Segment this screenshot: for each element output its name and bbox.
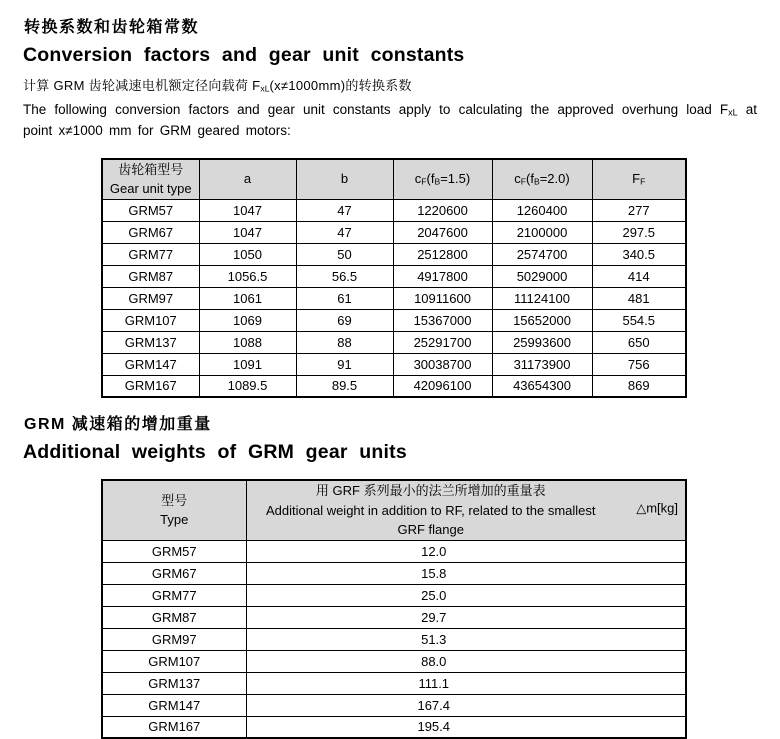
section-additional-weights (0, 411, 780, 739)
type-cell: GRM87 (102, 606, 246, 628)
cf15-value-cell: 1220600 (393, 199, 492, 221)
gear-unit-type-cell: GRM137 (102, 331, 199, 353)
subscript: xL (260, 83, 270, 94)
header-additional-weight-en: Additional weight in addition to RF, related to the smallest GRF flange (265, 502, 596, 538)
weights-table-row (102, 650, 686, 672)
additional-weight-cell: 51.3 (246, 628, 686, 650)
b-value-cell: 69 (296, 309, 393, 331)
weights-table-row (102, 562, 686, 584)
conversion-table-header (102, 159, 686, 200)
cf15-value-cell: 42096100 (393, 375, 492, 397)
header-gear-unit-type-cn: 齿轮箱型号 (118, 161, 184, 177)
conversion-table (101, 158, 687, 399)
conversion-table-row (102, 309, 686, 331)
section1-title-chinese: 转换系数和齿轮箱常数 (24, 19, 200, 36)
type-cell: GRM77 (102, 584, 246, 606)
header-additional-weight-text (247, 481, 686, 540)
ff-value-cell: 650 (592, 331, 686, 353)
a-value-cell: 1089.5 (199, 375, 296, 397)
header-type (102, 480, 246, 540)
a-value-cell: 1047 (199, 221, 296, 243)
section1-description-english (23, 99, 757, 142)
gear-unit-type-cell: GRM97 (102, 287, 199, 309)
cf15-value-cell: 15367000 (393, 309, 492, 331)
weights-table-row (102, 584, 686, 606)
additional-weight-cell: 15.8 (246, 562, 686, 584)
cf20-value-cell: 25993600 (492, 331, 592, 353)
header-additional-weight-cn: 用 GRF 系列最小的法兰所增加的重量表 (315, 483, 546, 499)
text-segment: 计算 GRM 齿轮减速电机额定径向载荷 F (23, 78, 261, 93)
weights-table-row (102, 628, 686, 650)
ff-value-cell: 481 (592, 287, 686, 309)
b-value-cell: 89.5 (296, 375, 393, 397)
header-cf-fb-2-0 (492, 159, 592, 200)
ff-value-cell: 414 (592, 265, 686, 287)
b-value-cell: 47 (296, 199, 393, 221)
cf15-value-cell: 4917800 (393, 265, 492, 287)
conversion-table-row (102, 353, 686, 375)
header-cf-fb-1-5 (393, 159, 492, 200)
b-value-cell: 91 (296, 353, 393, 375)
text-segment: at point x≠1000 mm for GRM geared motors: (23, 102, 757, 139)
gear-unit-type-cell: GRM57 (102, 199, 199, 221)
gear-unit-type-cell: GRM167 (102, 375, 199, 397)
gear-unit-type-cell: GRM87 (102, 265, 199, 287)
section2-title-english: Additional weights of GRM gear units (23, 441, 407, 464)
text-segment: c (514, 171, 521, 187)
additional-weight-cell: 25.0 (246, 584, 686, 606)
cf20-value-cell: 5029000 (492, 265, 592, 287)
type-cell: GRM67 (102, 562, 246, 584)
section-conversion-factors (0, 14, 780, 398)
ff-value-cell: 554.5 (592, 309, 686, 331)
additional-weight-cell: 29.7 (246, 606, 686, 628)
ff-value-cell: 869 (592, 375, 686, 397)
header-constant-a: a (199, 159, 296, 200)
a-value-cell: 1069 (199, 309, 296, 331)
conversion-table-row (102, 375, 686, 397)
text-segment: The following conversion factors and gear unit constants apply to calculating the approved overhung load F (23, 102, 729, 117)
cf15-value-cell: 30038700 (393, 353, 492, 375)
header-ff (592, 159, 686, 200)
type-cell: GRM97 (102, 628, 246, 650)
cf15-value-cell: 10911600 (393, 287, 492, 309)
b-value-cell: 47 (296, 221, 393, 243)
b-value-cell: 61 (296, 287, 393, 309)
a-value-cell: 1056.5 (199, 265, 296, 287)
header-type-en: Type (160, 512, 189, 528)
additional-weight-cell: 167.4 (246, 694, 686, 716)
section1-description-chinese (23, 75, 780, 94)
conversion-table-row (102, 265, 686, 287)
weights-table-body (102, 540, 686, 738)
ff-value-cell: 340.5 (592, 243, 686, 265)
additional-weight-cell: 88.0 (246, 650, 686, 672)
conversion-table-row (102, 287, 686, 309)
ff-value-cell: 297.5 (592, 221, 686, 243)
subscript: xL (728, 107, 738, 118)
conversion-table-row (102, 199, 686, 221)
b-value-cell: 56.5 (296, 265, 393, 287)
gear-unit-type-cell: GRM147 (102, 353, 199, 375)
b-value-cell: 88 (296, 331, 393, 353)
subscript: B (434, 176, 441, 187)
header-constant-b: b (296, 159, 393, 200)
cf20-value-cell: 15652000 (492, 309, 592, 331)
weights-table-row (102, 540, 686, 562)
text-segment: F (632, 171, 641, 187)
cf20-value-cell: 1260400 (492, 199, 592, 221)
additional-weight-cell: 195.4 (246, 716, 686, 738)
cf15-value-cell: 2047600 (393, 221, 492, 243)
text-segment: =1.5) (440, 171, 471, 187)
b-value-cell: 50 (296, 243, 393, 265)
text-segment: (x≠1000mm)的转换系数 (269, 78, 412, 93)
cf20-value-cell: 31173900 (492, 353, 592, 375)
weights-table-row (102, 672, 686, 694)
a-value-cell: 1088 (199, 331, 296, 353)
subscript: F (421, 176, 427, 187)
weights-table-row (102, 694, 686, 716)
subscript: F (640, 176, 646, 187)
type-cell: GRM137 (102, 672, 246, 694)
conversion-table-row (102, 243, 686, 265)
weights-table-row (102, 716, 686, 738)
a-value-cell: 1061 (199, 287, 296, 309)
a-value-cell: 1091 (199, 353, 296, 375)
text-segment: (f (526, 171, 534, 187)
conversion-table-row (102, 221, 686, 243)
cf20-value-cell: 2574700 (492, 243, 592, 265)
type-cell: GRM57 (102, 540, 246, 562)
subscript: B (533, 176, 540, 187)
cf20-value-cell: 43654300 (492, 375, 592, 397)
subscript: F (520, 176, 527, 187)
weights-table-header (102, 480, 686, 540)
gear-unit-type-cell: GRM107 (102, 309, 199, 331)
gear-unit-type-cell: GRM77 (102, 243, 199, 265)
cf20-value-cell: 2100000 (492, 221, 592, 243)
type-cell: GRM147 (102, 694, 246, 716)
section1-title-english: Conversion factors and gear unit constants (23, 44, 465, 66)
cf15-value-cell: 25291700 (393, 331, 492, 353)
conversion-table-row (102, 331, 686, 353)
text-segment: c (414, 171, 422, 187)
weights-header-row (102, 480, 686, 540)
a-value-cell: 1050 (199, 243, 296, 265)
a-value-cell: 1047 (199, 199, 296, 221)
header-gear-unit-type (102, 159, 199, 200)
ff-value-cell: 277 (592, 199, 686, 221)
weights-table-row (102, 606, 686, 628)
header-additional-weight (246, 480, 686, 540)
type-cell: GRM167 (102, 716, 246, 738)
section2-title-chinese: GRM 减速箱的增加重量 (24, 416, 212, 434)
additional-weight-cell: 111.1 (246, 672, 686, 694)
gear-unit-type-cell: GRM67 (102, 221, 199, 243)
catalog-page (0, 14, 780, 735)
conversion-table-body (102, 199, 686, 397)
ff-value-cell: 756 (592, 353, 686, 375)
conversion-header-row (102, 159, 686, 200)
text-segment: (f (426, 171, 435, 187)
delta-m-kg-label: △m[kg] (636, 501, 678, 517)
cf20-value-cell: 11124100 (492, 287, 592, 309)
header-gear-unit-type-en: Gear unit type (109, 181, 192, 197)
additional-weight-cell: 12.0 (246, 540, 686, 562)
text-segment: =2.0) (539, 171, 570, 187)
type-cell: GRM107 (102, 650, 246, 672)
weights-table (101, 479, 687, 739)
header-type-cn: 型号 (161, 492, 188, 508)
cf15-value-cell: 2512800 (393, 243, 492, 265)
